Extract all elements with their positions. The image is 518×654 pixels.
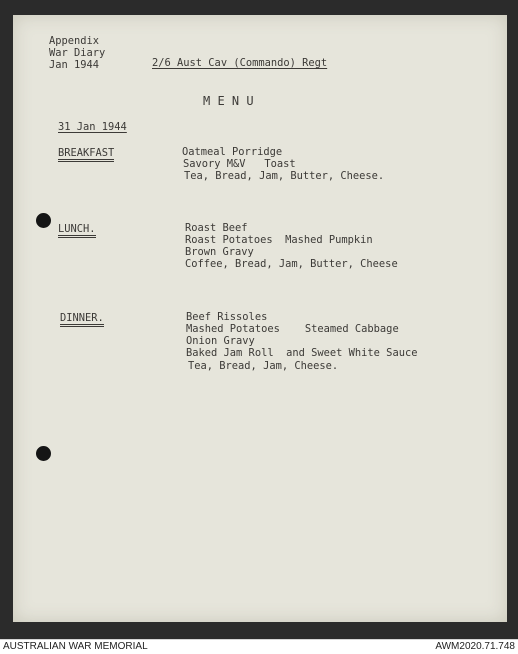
breakfast-item-2: Savory M&V Toast: [183, 158, 296, 170]
footer-accession-number: AWM2020.71.748: [435, 641, 515, 652]
lunch-item-1: Roast Beef: [185, 222, 248, 234]
archive-footer: [0, 639, 518, 654]
dinner-item-1: Beef Rissoles: [186, 311, 268, 323]
punch-hole-top: [36, 213, 51, 228]
breakfast-item-1: Oatmeal Porridge: [182, 146, 283, 158]
appendix-line-2: War Diary: [49, 47, 106, 59]
dinner-item-5: Tea, Bread, Jam, Cheese.: [188, 360, 339, 372]
appendix-line-3: Jan 1944: [49, 59, 100, 71]
dinner-item-2: Mashed Potatoes Steamed Cabbage: [186, 323, 399, 335]
lunch-label: LUNCH.: [58, 223, 96, 238]
lunch-item-2: Roast Potatoes Mashed Pumpkin: [185, 234, 373, 246]
punch-hole-bottom: [36, 446, 51, 461]
document-page: [13, 15, 507, 622]
breakfast-item-3: Tea, Bread, Jam, Butter, Cheese.: [184, 170, 385, 182]
menu-date: 31 Jan 1944: [58, 121, 127, 133]
dinner-label: DINNER.: [60, 312, 104, 327]
unit-heading: 2/6 Aust Cav (Commando) Regt: [152, 57, 328, 69]
lunch-item-3: Brown Gravy: [185, 246, 254, 258]
dinner-item-4: Baked Jam Roll and Sweet White Sauce: [186, 347, 418, 359]
breakfast-label: BREAKFAST: [58, 147, 114, 162]
menu-title: M E N U: [203, 94, 254, 108]
dinner-item-3: Onion Gravy: [186, 335, 255, 347]
lunch-item-4: Coffee, Bread, Jam, Butter, Cheese: [185, 258, 398, 270]
appendix-line-1: Appendix: [49, 35, 100, 47]
footer-source: AUSTRALIAN WAR MEMORIAL: [3, 641, 148, 652]
